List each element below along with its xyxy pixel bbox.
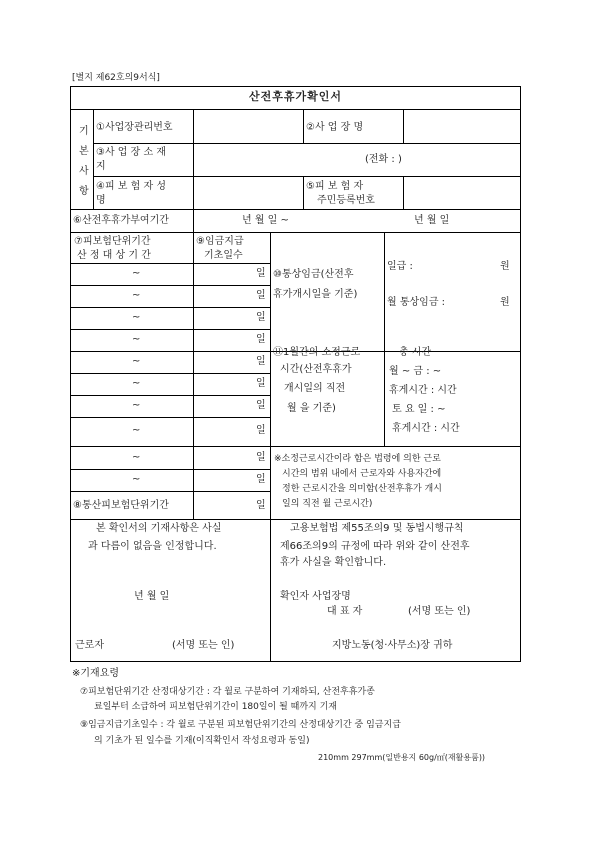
leave-period-from: 년 월 일 ~	[242, 215, 289, 226]
total-period-unit: 일	[256, 500, 266, 511]
resident-number-field[interactable]	[404, 177, 520, 209]
basis-days-header-line2: 기초일수	[204, 250, 243, 261]
instruction-7-line2: 료일부터 소급하여 피보험단위기간이 180일이 될 때까지 기재	[94, 702, 338, 712]
basic-info-char-3: 사	[79, 166, 89, 177]
period-row-1-range: ~	[132, 268, 141, 279]
hours-break-2: 휴게시간 : 시간	[392, 423, 460, 434]
period-header-line1: ⑦피보험단위기간	[74, 236, 151, 247]
period-row-9-unit: 일	[256, 452, 266, 463]
insured-name-label-line1: ④피 보 험 자 성	[96, 181, 166, 192]
instruction-7-line1: ⑦피보험단위기간 산정대상기간 : 각 월로 구분하여 기재하되, 산전후휴가종	[80, 687, 375, 697]
hours-weekday: 월 ~ 금 : ~	[389, 366, 442, 377]
note-line2: 시간의 범위 내에서 근로자와 사용자간에	[282, 469, 442, 479]
period-row-7-range: ~	[132, 400, 141, 411]
period-header-line2: 산 정 대 상 기 간	[77, 250, 151, 261]
hours-saturday: 토 요 일 : ~	[392, 404, 446, 415]
instruction-9-line2: 의 기초가 된 일수를 기재(이직확인서 작성요령과 동일)	[94, 736, 310, 746]
monthly-wage-unit: 원	[500, 297, 510, 308]
period-row-8-range: ~	[132, 425, 141, 436]
hours-break-1: 휴게시간 : 시간	[389, 385, 457, 396]
worker-signature[interactable]: (서명 또는 인)	[172, 640, 235, 651]
hours-total: 총 시간	[399, 347, 432, 358]
period-row-10-unit: 일	[256, 474, 266, 485]
representative-label: 대 표 자	[327, 606, 363, 617]
address-field[interactable]	[194, 144, 520, 176]
insured-name-field[interactable]	[194, 177, 303, 209]
confirmer-workplace-label: 확인자 사업장명	[280, 591, 351, 602]
instructions-title: ※기재요령	[72, 668, 120, 679]
period-row-3-unit: 일	[256, 312, 266, 323]
period-row-3-range: ~	[132, 312, 141, 323]
daily-wage-unit: 원	[500, 261, 510, 272]
workplace-number-label: ①사업장관리번호	[96, 122, 173, 133]
period-row-1-unit: 일	[256, 268, 266, 279]
representative-signature[interactable]: (서명 또는 인)	[408, 606, 471, 617]
period-row-4-range: ~	[132, 334, 141, 345]
note-line3: 정한 근로시간을 의미함(산전후휴가 개시	[282, 484, 442, 494]
workplace-name-label: ②사 업 장 명	[306, 122, 364, 133]
basis-days-header-line1: ⑨임금지급	[196, 236, 244, 247]
basic-info-char-2: 본	[79, 146, 89, 157]
period-row-2-range: ~	[132, 290, 141, 301]
daily-wage-label: 일급 :	[387, 261, 413, 272]
note-line1: ※소정근로시간이라 함은 법령에 의한 근로	[274, 454, 441, 464]
workplace-number-field[interactable]	[194, 110, 303, 143]
leave-period-to: 년 월 일	[414, 215, 450, 226]
paper-size-note: 210mm 297mm(일반용지 60g/㎡(재활용품))	[318, 753, 486, 762]
worker-sign-date: 년 월 일	[134, 591, 170, 602]
confirm-right-line2: 제66조의9의 규정에 따라 위와 같이 산전후	[280, 541, 470, 552]
period-row-2-unit: 일	[256, 290, 266, 301]
period-row-6-range: ~	[132, 378, 141, 389]
note-line4: 일의 직전 월 근로시간)	[282, 499, 373, 509]
form-title: 산전후휴가확인서	[248, 90, 342, 103]
period-row-9-range: ~	[132, 452, 141, 463]
wage-label-line1: ⑩통상임금(산전후	[273, 269, 354, 280]
confirm-left-line1: 본 확인서의 기재사항은 사실	[96, 523, 222, 534]
wage-label-line2: 휴가개시일을 기준)	[273, 289, 358, 300]
period-row-5-unit: 일	[256, 356, 266, 367]
confirm-left-line2: 과 다름이 없음을 인정합니다.	[88, 541, 217, 552]
basic-info-char-1: 기	[79, 126, 89, 137]
workplace-name-field[interactable]	[404, 110, 520, 143]
form-number: [별지 제62호의9서식]	[72, 73, 160, 83]
hours-label-line3: 개시일의 직전	[284, 383, 346, 394]
basic-info-char-4: 항	[79, 186, 89, 197]
hours-label-line2: 시간(산전후휴가	[280, 364, 352, 375]
period-row-10-range: ~	[132, 474, 141, 485]
resident-label-line2: 주민등록번호	[317, 195, 375, 206]
period-row-7-unit: 일	[256, 400, 266, 411]
confirm-right-line1: 고용보험법 제55조의9 및 동법시행규칙	[290, 523, 464, 534]
resident-label-line1: ⑤피 보 험 자	[306, 181, 364, 192]
leave-period-label: ⑥산전후휴가부여기간	[73, 215, 169, 226]
period-row-6-unit: 일	[256, 378, 266, 389]
total-period-label: ⑧통산피보험단위기간	[73, 500, 169, 511]
worker-label: 근로자	[75, 640, 104, 651]
monthly-wage-label: 월 통상임금 :	[387, 297, 446, 308]
period-row-5-range: ~	[132, 356, 141, 367]
period-row-4-unit: 일	[256, 334, 266, 345]
hours-label-line4: 월 을 기준)	[287, 403, 336, 414]
instruction-9-line1: ⑨임금지급기초일수 : 각 월로 구분된 피보험단위기간의 산정대상기간 중 임금지급	[80, 720, 401, 730]
confirm-right-line3: 휴가 사실을 확인합니다.	[280, 557, 387, 568]
insured-name-label-line2: 명	[96, 195, 106, 206]
hours-label-line1: ⑪1월간의 소정근로	[273, 347, 361, 358]
address-label-line1: ③사 업 장 소 재	[96, 147, 166, 158]
period-row-8-unit: 일	[256, 425, 266, 436]
address-label-line2: 지	[96, 161, 106, 172]
recipient-office: 지방노동(청·사무소)장 귀하	[332, 640, 453, 651]
address-phone: (전화 : )	[365, 154, 402, 165]
